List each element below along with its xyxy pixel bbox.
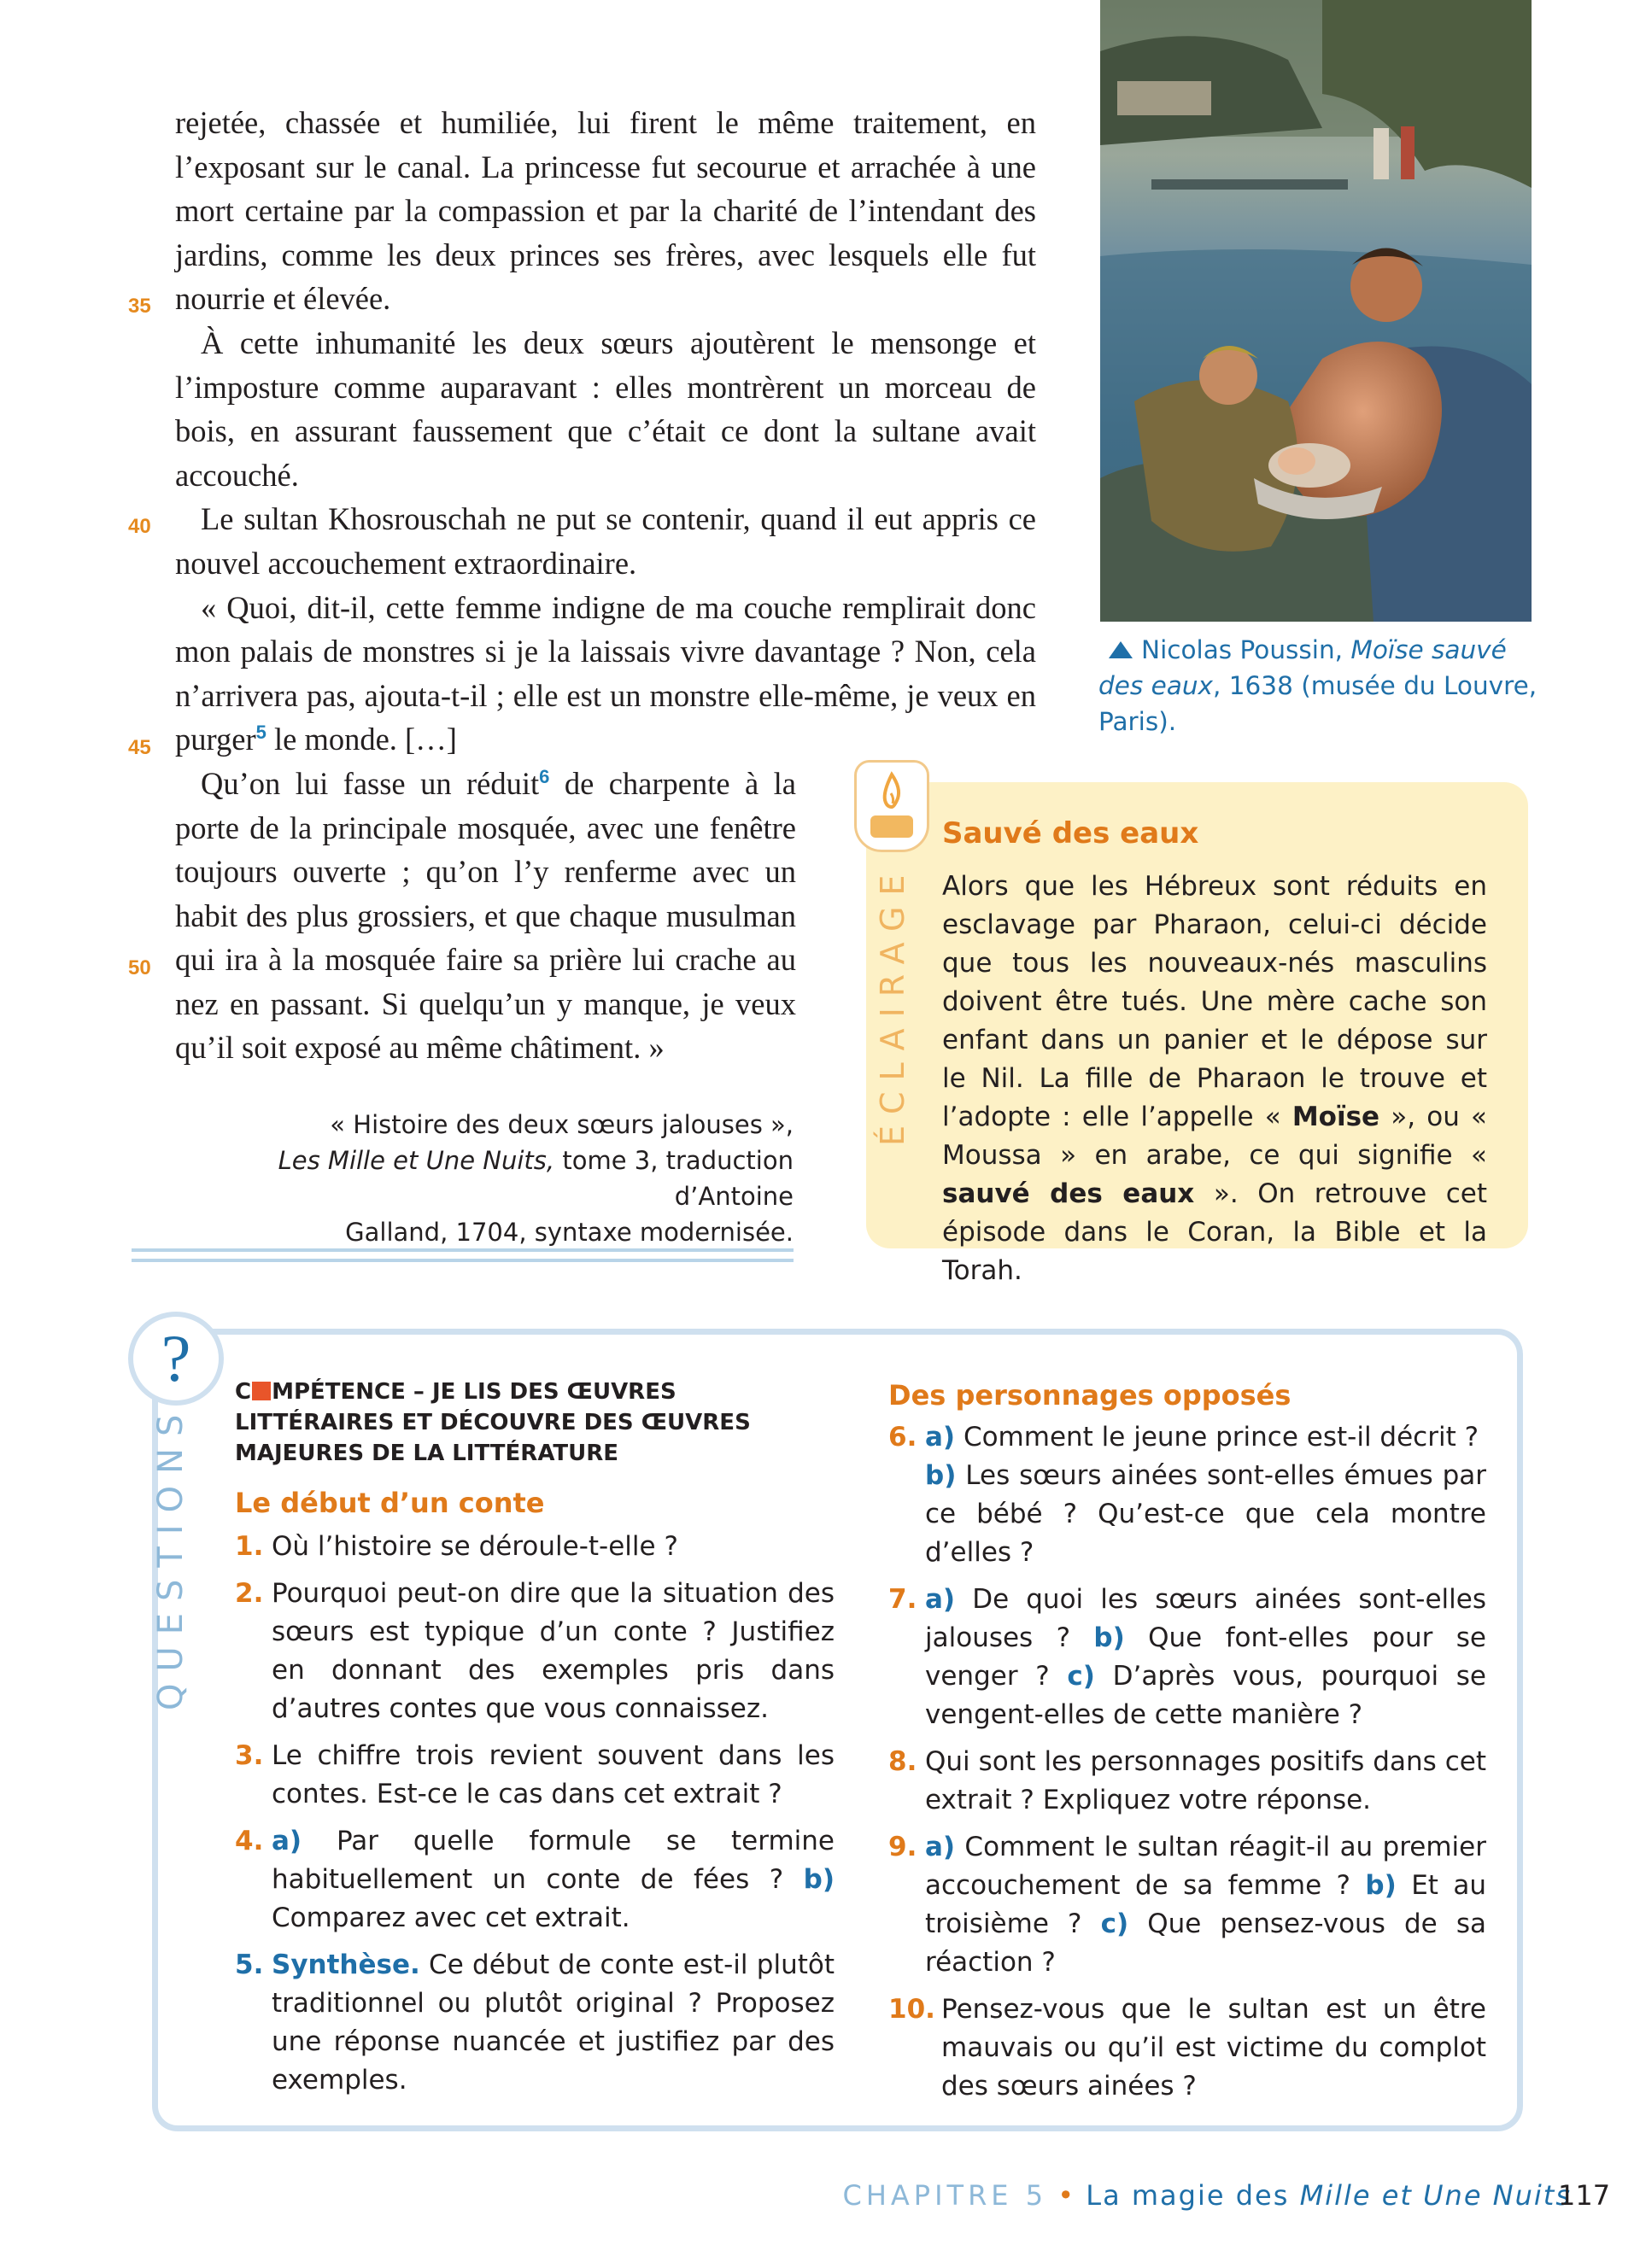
- divider-rule-top: [132, 1248, 794, 1252]
- sub-question-letter: b): [1365, 1870, 1397, 1901]
- question-mark-icon: ?: [161, 1321, 191, 1395]
- footer-chapter: CHAPITRE 5: [842, 2179, 1048, 2212]
- page-number: 117: [1558, 2179, 1611, 2212]
- sub-question-letter: b): [803, 1864, 835, 1895]
- question-number: 10.: [888, 1994, 935, 2025]
- synthese-label: Synthèse.: [272, 1949, 420, 1980]
- question-text: Par quelle formule se termine habituellement un conte de fées ?: [272, 1826, 835, 1895]
- section-title-personnages: Des personnages opposés: [888, 1379, 1292, 1412]
- competence-text: MPÉTENCE – JE LIS DES ŒUVRES LITTÉRAIRES ET DÉCOUVRE DES ŒUVRES MAJEURES DE LA LITTÉRATURE: [235, 1379, 751, 1466]
- caption-title: Moïse sauvé des eaux: [1098, 635, 1507, 700]
- running-footer: [811, 2179, 1572, 2212]
- question-text: Le chiffre trois revient souvent dans les contes. Est-ce le cas dans cet extrait ?: [272, 1740, 835, 1809]
- sub-question-letter: a): [925, 1832, 956, 1862]
- source-line-1: « Histoire des deux sœurs jalouses »,: [330, 1110, 794, 1139]
- question-number: 2.: [235, 1578, 264, 1609]
- question-text: Et au troisième ?: [925, 1870, 1486, 1939]
- sub-question-letter: c): [1067, 1661, 1095, 1692]
- question-text: Que font-elles pour se venger ?: [925, 1622, 1487, 1692]
- eclairage-vertical-label: [858, 863, 927, 1146]
- eclairage-body-part-1: Alors que les Hébreux sont réduits en esclavage par Pharaon, celui-ci décide que tous les nouveaux-nés masculins doivent être tués. Une mère cache son enfant dans un panier et le dépose sur le Nil. La fille de Pharaon le trouve et l’adopte : elle l’appelle «: [942, 871, 1487, 1132]
- question-8: [888, 1743, 1486, 1820]
- question-text: De quoi les sœurs ainées sont-elles jalouses ?: [925, 1584, 1486, 1653]
- eclairage-name-sauve: sauvé des eaux: [942, 1178, 1195, 1209]
- question-text: Les sœurs ainées sont-elles émues par ce bébé ? Qu’est-ce que cela montre d’elles ?: [925, 1460, 1486, 1568]
- painting-caption: [1098, 632, 1543, 739]
- footer-title-a: La magie des: [1086, 2179, 1300, 2212]
- line-number-45: 45: [128, 736, 151, 759]
- sub-question-letter: a): [925, 1584, 956, 1615]
- question-number: 6.: [888, 1422, 917, 1453]
- eclairage-name-moise: Moïse: [1292, 1102, 1380, 1132]
- sub-question-letter: c): [1100, 1909, 1129, 1939]
- source-work-title: Les Mille et Une Nuits,: [278, 1146, 555, 1175]
- section-title-debut: Le début d’un conte: [235, 1487, 545, 1519]
- competence-heading: [235, 1377, 816, 1469]
- questions-label-text: QUESTIONS: [151, 1402, 190, 1710]
- caption-artist: Nicolas Poussin,: [1141, 635, 1351, 664]
- competence-initial: C: [235, 1379, 252, 1405]
- question-text: Comparez avec cet extrait.: [272, 1903, 630, 1933]
- eclairage-body: [942, 868, 1487, 1290]
- question-7: [888, 1581, 1486, 1734]
- question-text: Que pensez-vous de sa réaction ?: [925, 1909, 1486, 1978]
- line-number-50: 50: [128, 956, 151, 979]
- question-number: 3.: [235, 1740, 264, 1771]
- question-text: Ce début de conte est-il plutôt traditionnel ou plutôt original ? Proposez une réponse nuancée et justifiez par des exemples.: [272, 1949, 835, 2096]
- story-paragraph-4b: le monde. […]: [266, 722, 457, 757]
- line-number-40: 40: [128, 515, 151, 538]
- question-number: 7.: [888, 1584, 917, 1615]
- sub-question-letter: a): [272, 1826, 302, 1856]
- source-line-3: Galland, 1704, syntaxe modernisée.: [345, 1218, 794, 1247]
- sub-question-letter: b): [925, 1460, 957, 1491]
- eclairage-body-part-2: », ou « Moussa » en arabe, ce qui signifie «: [942, 1102, 1487, 1171]
- competence-square-icon: [252, 1382, 271, 1400]
- triangle-up-icon: [1109, 641, 1133, 658]
- questions-column-right: [888, 1377, 1486, 2114]
- question-number: 1.: [235, 1531, 264, 1562]
- question-4: [235, 1822, 835, 1938]
- question-number: 8.: [888, 1746, 917, 1777]
- question-6: [888, 1418, 1486, 1572]
- footnote-ref-5: 5: [255, 722, 266, 744]
- source-line-2: [175, 1143, 794, 1214]
- question-9: [888, 1828, 1486, 1982]
- divider-rule-bottom: [132, 1259, 794, 1262]
- question-text: Comment le jeune prince est-il décrit ?: [955, 1422, 1479, 1453]
- eclairage-body-part-3: ». On retrouve cet épisode dans le Coran, la Bible et la Torah.: [942, 1178, 1487, 1286]
- candle-icon-svg: [857, 763, 927, 850]
- source-line-2-rest: tome 3, traduction d’Antoine: [554, 1146, 794, 1211]
- question-2: [235, 1575, 835, 1728]
- story-paragraph-3: Le sultan Khosrouschah ne put se contenir, quand il eut appris ce nouvel accouchement extraordinaire.: [175, 501, 1036, 581]
- question-text: Où l’histoire se déroule-t-elle ?: [272, 1531, 678, 1562]
- sub-question-letter: a): [925, 1422, 956, 1453]
- story-paragraph-5a: Qu’on lui fasse un réduit: [201, 765, 540, 801]
- footnote-ref-6: 6: [539, 765, 550, 787]
- questions-column-left: [235, 1484, 835, 2108]
- story-paragraph-2: À cette inhumanité les deux sœurs ajoutèrent le mensonge et l’imposture comme auparavant : elles montrèrent un morceau de bois, en assurant faussement que c’était ce dont la sultane avait accouché.: [175, 324, 1036, 493]
- question-number: 4.: [235, 1826, 264, 1856]
- question-text: Comment le sultan réagit-il au premier accouchement de sa femme ?: [925, 1832, 1486, 1901]
- story-paragraph-5: [175, 762, 796, 1070]
- question-number: 5.: [235, 1949, 264, 1980]
- eclairage-title: Sauvé des eaux: [942, 816, 1199, 850]
- question-text: Pensez-vous que le sultan est un être mauvais ou qu’il est victime du complot des sœurs ainées ?: [941, 1994, 1486, 2101]
- story-paragraph-5b: de charpente à la porte de la principale mosquée, avec une fenêtre toujours ouverte ; qu’on l’y renferme avec un habit des plus grossiers, et que chaque musulman qui ira à la mosquée faire sa prière lui crache au nez en passant. Si quelqu’un y manque, je veux qu’il soit exposé au même châtiment. »: [175, 765, 796, 1066]
- question-text: D’après vous, pourquoi se vengent-elles de cette manière ?: [925, 1661, 1486, 1730]
- painting-image: [1100, 0, 1532, 622]
- story-paragraph-4a: « Quoi, dit-il, cette femme indigne de ma couche remplirait donc mon palais de monstres si je la laissais vivre davantage ? Non, cela n’arrivera pas, ajouta-t-il ; elle est un monstre elle-même, je veux en purger: [175, 589, 1036, 757]
- question-text: Qui sont les personnages positifs dans cet extrait ? Expliquez votre réponse.: [925, 1746, 1486, 1815]
- questions-vertical-label: [137, 1402, 205, 1710]
- sub-question-letter: b): [1093, 1622, 1125, 1653]
- eclairage-label-text: ÉCLAIRAGE: [874, 863, 911, 1146]
- question-10: [888, 1990, 1486, 2106]
- source-citation: [175, 1107, 794, 1250]
- question-text: Pourquoi peut-on dire que la situation des sœurs est typique d’un conte ? Justifiez en donnant des exemples pris dans d’autres contes que vous connaissez.: [272, 1578, 835, 1724]
- line-number-35: 35: [128, 295, 151, 318]
- question-3: [235, 1737, 835, 1814]
- footer-title-b: Mille et Une Nuits: [1299, 2179, 1572, 2212]
- question-number: 9.: [888, 1832, 917, 1862]
- story-paragraph-4: [175, 586, 1036, 762]
- caption-rest: , 1638 (musée du Louvre, Paris).: [1098, 671, 1538, 736]
- question-1: [235, 1528, 835, 1566]
- footer-bullet: •: [1057, 2179, 1076, 2212]
- question-5: [235, 1946, 835, 2100]
- story-paragraph-1: rejetée, chassée et humiliée, lui firent le même traitement, en l’exposant sur le canal. La princesse fut secourue et arrachée à une mort certaine par la compassion et par la charité de l’intendant des jardins, comme les deux princes ses frères, avec lesquels elle fut nourrie et élevée.: [175, 105, 1036, 317]
- candle-icon: [854, 760, 929, 852]
